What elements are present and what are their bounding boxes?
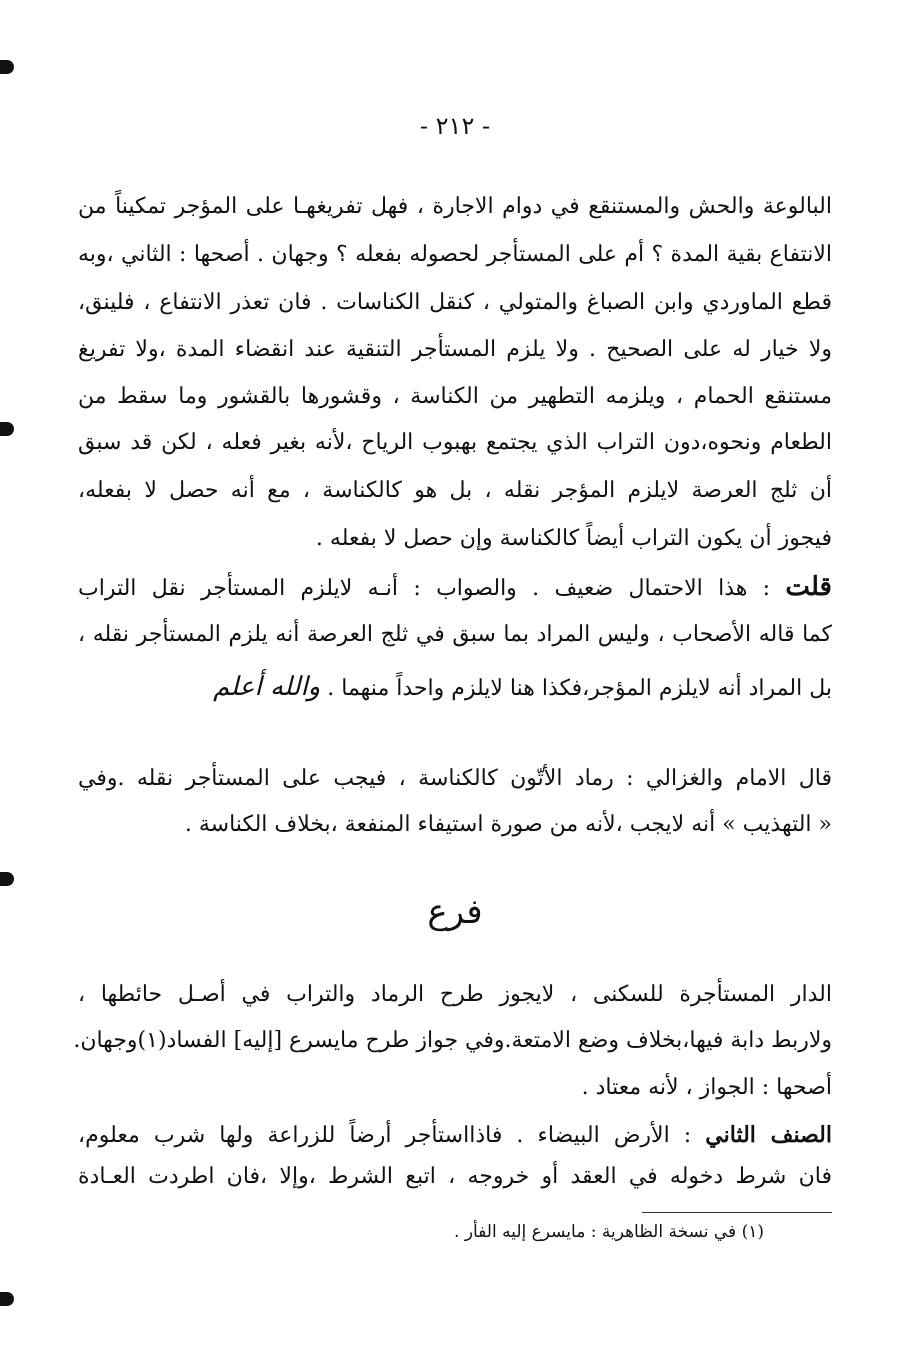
page-number: - ٢١٢ -: [419, 112, 491, 140]
footnote: (١) في نسخة الظاهرية : مايسرع إليه الفأر .: [453, 1222, 764, 1242]
qultu-lead-word: قلت: [785, 572, 832, 602]
text-line: ولا خيار له على الصحيح . ولا يلزم المستأجر التنقية عند انقضاء المدة ،ولا تفريغ: [78, 337, 832, 362]
text-line: كما قاله الأصحاب ، وليس المراد بما سبق في ثلج العرصة أنه يلزم المستأجر نقله ،: [78, 622, 832, 647]
closing-phrase: والله أعلم: [213, 672, 321, 702]
text-line: أن ثلج العرصة لايلزم المؤجر نقله ، بل هو كالكناسة ، مع أنه حصل لا بفعله،: [78, 478, 832, 503]
line-text: بل المراد أنه لايلزم المؤجر،فكذا هنا لايلزم واحداً منهما .: [327, 676, 832, 701]
text-line: الدار المستأجرة للسكنى ، لايجوز طرح الرماد والتراب في أصـل حائطها ،: [78, 982, 832, 1007]
text-line: الانتفاع بقية المدة ؟ أم على المستأجر لحصوله بفعله ؟ وجهان . أصحها : الثاني ،وبه: [78, 242, 832, 267]
scan-edge-mark: [0, 872, 14, 886]
text-line: ولاربط دابة فيها،بخلاف وضع الامتعة.وفي جواز طرح مايسرع [إليه] الفساد(١)وجهان.: [73, 1028, 832, 1053]
text-line: [78, 1120, 832, 1151]
section-lead-phrase: الصنف الثاني: [705, 1122, 832, 1148]
footnote-divider: [642, 1212, 832, 1213]
scan-edge-mark: [0, 60, 14, 74]
text-line: [78, 572, 832, 604]
text-line: الطعام ونحوه،دون التراب الذي يجتمع بهبوب الرياح ،لأنه بغير فعله ، لكن قد سبق: [78, 430, 832, 455]
text-line: فيجوز أن يكون التراب أيضاً كالكناسة وإن حصل لا بفعله .: [315, 526, 832, 551]
text-line: مستنقع الحمام ، ويلزمه التطهير من الكناسة ، وقشورها بالقشور وما سقط من: [78, 384, 832, 409]
scan-edge-mark: [0, 1292, 14, 1306]
text-line: قال الامام والغزالي : رماد الأتّون كالكناسة ، فيجب على المستأجر نقله .وفي: [78, 766, 832, 791]
line-rest: : الأرض البيضاء . فاذااستأجر أرضاً للزراعة ولها شرب معلوم،: [78, 1123, 706, 1148]
section-heading: فرع: [427, 892, 483, 932]
text-line: أصحها : الجواز ، لأنه معتاد .: [581, 1075, 832, 1100]
text-line: « التهذيب » أنه لايجب ،لأنه من صورة استيفاء المنفعة ،بخلاف الكناسة .: [184, 812, 832, 837]
text-line: البالوعة والحش والمستنقع في دوام الاجارة ، فهل تفريغهـا على المؤجر تمكيناً من: [78, 194, 832, 219]
scan-edge-mark: [0, 422, 14, 436]
text-line: فان شرط دخوله في العقد أو خروجه ، اتبع الشرط ،وإلا ،فان اطردت العـادة: [78, 1164, 832, 1189]
text-line: قطع الماوردي وابن الصباغ والمتولي ، كنقل الكناسات . فان تعذر الانتفاع ، فلينق،: [78, 290, 832, 315]
text-line: [213, 672, 832, 704]
line-rest: : هذا الاحتمال ضعيف . والصواب : أنـه لايلزم المستأجر نقل التراب: [78, 576, 786, 601]
